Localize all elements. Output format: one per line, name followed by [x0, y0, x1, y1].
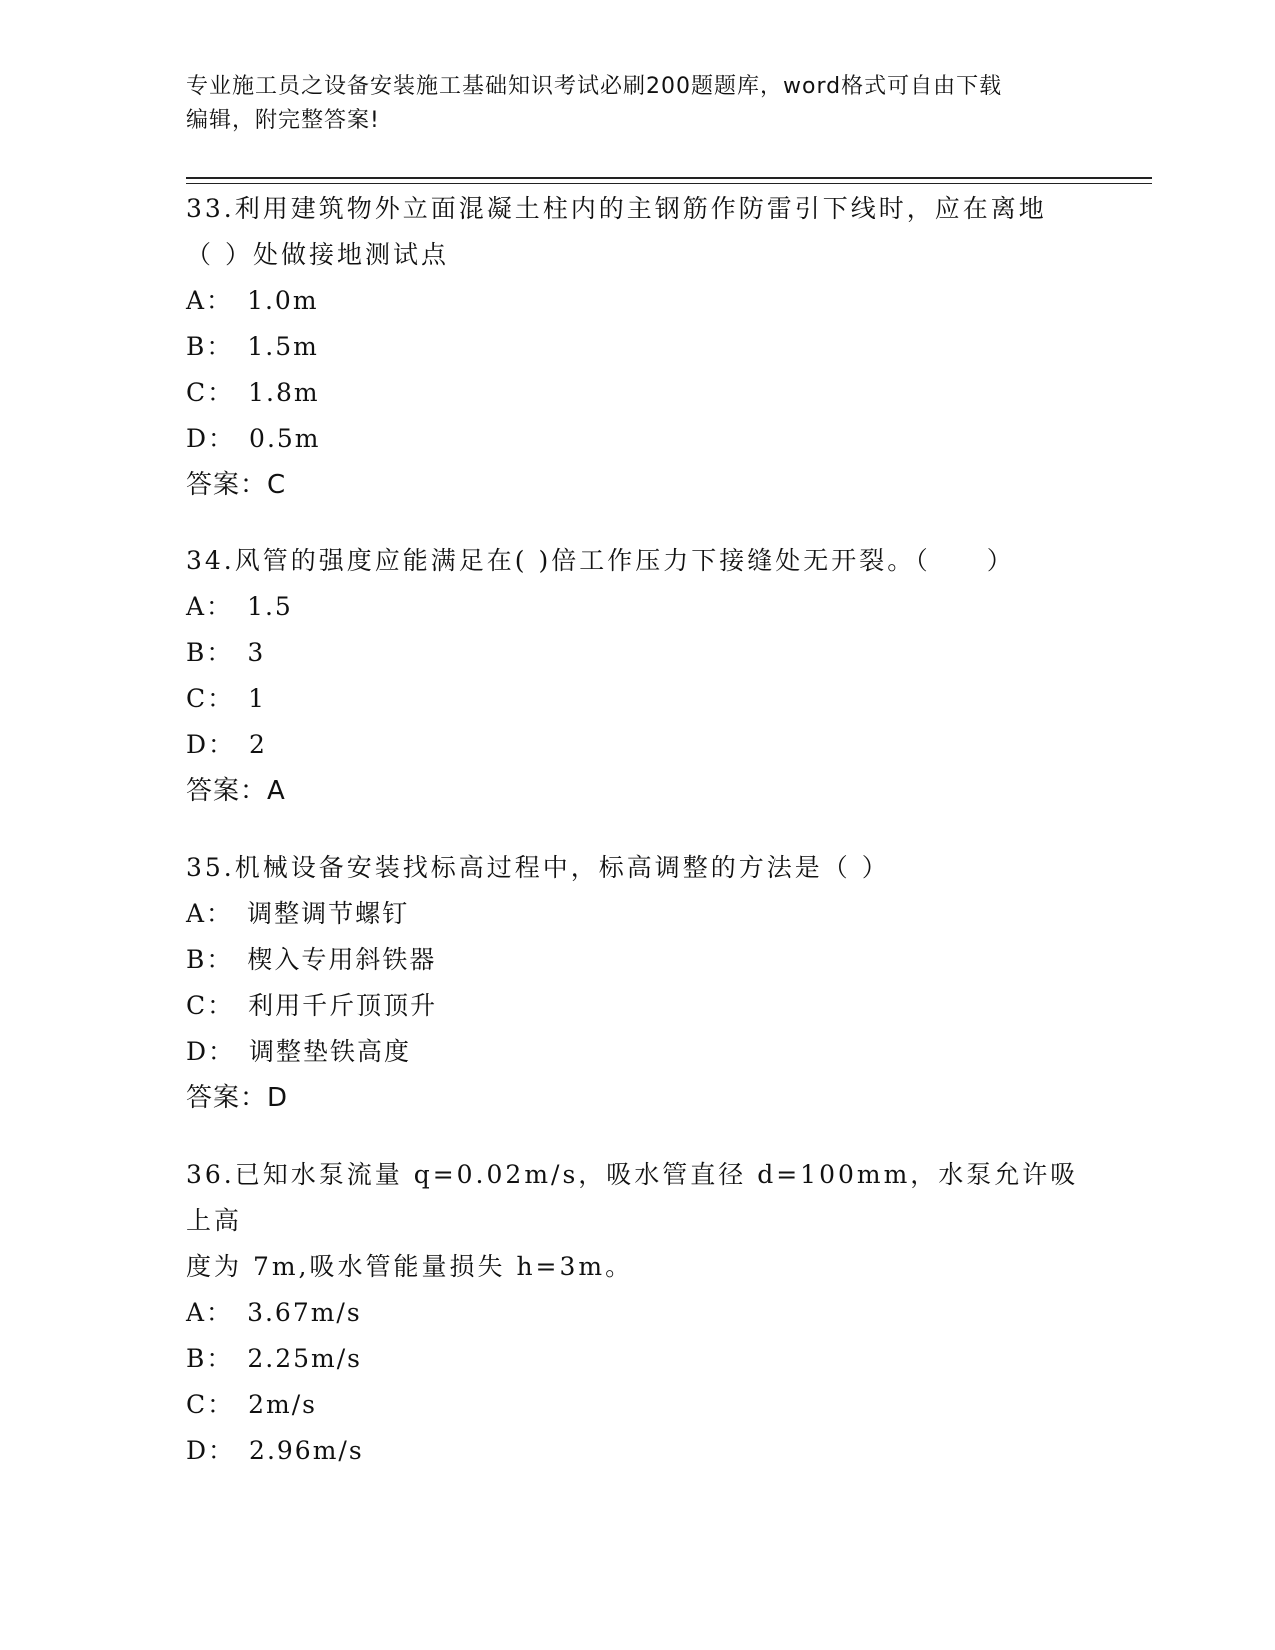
header-title-line-2: 编辑，附完整答案!: [186, 108, 380, 133]
option-a: [186, 1290, 1086, 1336]
option-key: C：: [186, 1390, 235, 1419]
header-divider-thin: [186, 183, 1152, 184]
option-d: [186, 722, 1086, 768]
question-stem-line-2: （ ）处做接地测试点: [186, 240, 449, 269]
option-d: [186, 1029, 1086, 1075]
header-title-line-1: 专业施工员之设备安装施工基础知识考试必刷200题题库，word格式可自由下载: [186, 74, 1003, 99]
answer-line: 答案：A: [186, 776, 286, 806]
option-c: [186, 983, 1086, 1029]
option-text: 0.5m: [249, 424, 321, 453]
option-key: A：: [186, 899, 234, 928]
option-text: 1.5m: [247, 332, 319, 361]
option-key: C：: [186, 684, 235, 713]
option-key: B：: [186, 945, 234, 974]
question-33: [186, 186, 1086, 508]
option-text: 1.5: [247, 592, 293, 621]
option-text: 2.25m/s: [247, 1344, 362, 1373]
option-text: 调整垫铁高度: [249, 1037, 412, 1066]
option-key: C：: [186, 378, 235, 407]
option-text: 3.67m/s: [247, 1298, 362, 1327]
option-text: 1.0m: [247, 286, 319, 315]
option-c: [186, 676, 1086, 722]
question-stem-line-2: 度为 7m,吸水管能量损失 h=3m。: [186, 1252, 634, 1281]
option-key: C：: [186, 991, 235, 1020]
option-b: [186, 937, 1086, 983]
option-text: 1: [248, 684, 267, 713]
option-d: [186, 1428, 1086, 1474]
option-text: 调整调节螺钉: [247, 899, 410, 928]
option-text: 1.8m: [248, 378, 320, 407]
option-key: D：: [186, 1037, 236, 1066]
option-key: A：: [186, 1298, 234, 1327]
option-d: [186, 416, 1086, 462]
option-text: 2: [249, 730, 267, 759]
option-text: 3: [247, 638, 266, 667]
option-text: 2.96m/s: [249, 1436, 364, 1465]
question-34: [186, 538, 1086, 814]
option-b: [186, 1336, 1086, 1382]
document-header: [186, 70, 1086, 138]
option-key: B：: [186, 1344, 234, 1373]
option-b: [186, 324, 1086, 370]
option-a: [186, 584, 1086, 630]
option-text: 楔入专用斜铁器: [247, 945, 437, 974]
option-text: 2m/s: [248, 1390, 318, 1419]
option-key: A：: [186, 286, 234, 315]
question-stem-line-1: 36.已知水泵流量 q=0.02m/s，吸水管直径 d=100mm，水泵允许吸上高: [186, 1160, 1079, 1235]
option-b: [186, 630, 1086, 676]
option-key: D：: [186, 730, 236, 759]
answer-line: 答案：D: [186, 1083, 289, 1113]
option-key: D：: [186, 424, 236, 453]
option-a: [186, 891, 1086, 937]
question-stem-line-1: 35.机械设备安装找标高过程中，标高调整的方法是（ ）: [186, 853, 890, 882]
option-key: B：: [186, 332, 234, 361]
option-key: D：: [186, 1436, 236, 1465]
option-key: A：: [186, 592, 234, 621]
question-36: [186, 1152, 1086, 1474]
option-text: 利用千斤顶顶升: [248, 991, 438, 1020]
question-35: [186, 845, 1086, 1121]
option-c: [186, 1382, 1086, 1428]
option-c: [186, 370, 1086, 416]
option-key: B：: [186, 638, 234, 667]
question-stem-line-1: 34.风管的强度应能满足在( )倍工作压力下接缝处无开裂。（ ）: [186, 546, 1015, 575]
header-divider-thick: [186, 177, 1152, 179]
question-stem-line-1: 33.利用建筑物外立面混凝土柱内的主钢筋作防雷引下线时，应在离地: [186, 194, 1047, 223]
answer-line: 答案：C: [186, 470, 287, 500]
option-a: [186, 278, 1086, 324]
